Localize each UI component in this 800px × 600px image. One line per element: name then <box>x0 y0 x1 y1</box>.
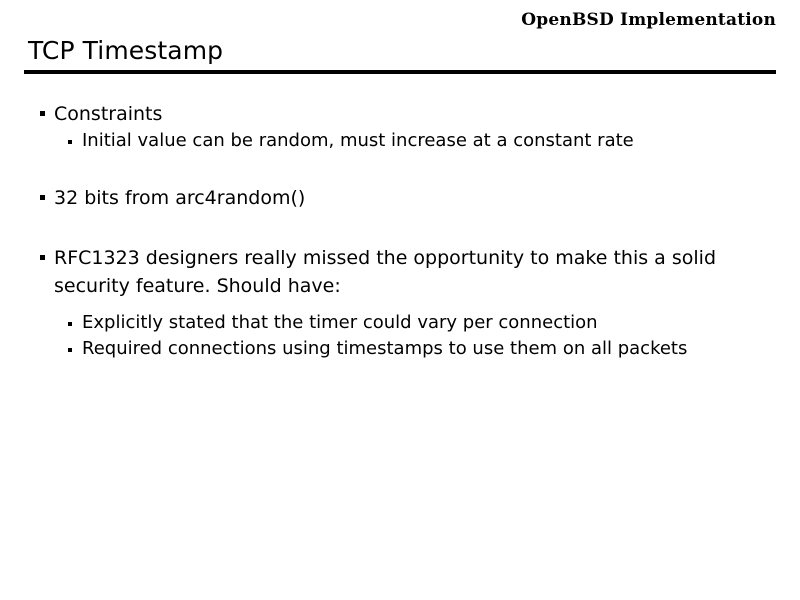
page-title: TCP Timestamp <box>28 36 224 65</box>
slide-body <box>40 100 770 362</box>
list-item <box>40 100 770 128</box>
list-item-label: Required connections using timestamps to use them on all packets <box>82 338 688 359</box>
spacer <box>40 300 770 310</box>
bullet-square-icon <box>68 310 82 326</box>
spacer <box>40 154 770 184</box>
list-item <box>68 128 770 154</box>
bullet-square-icon <box>40 100 54 116</box>
list-item <box>68 310 770 336</box>
title-divider <box>24 70 776 74</box>
list-item-label: Initial value can be random, must increase at a constant rate <box>82 130 634 151</box>
list-item-label: RFC1323 designers really missed the opportunity to make this a solid security feature. Should have: <box>54 247 717 297</box>
bullet-square-icon <box>40 184 54 200</box>
list-item-label: Explicitly stated that the timer could vary per connection <box>82 312 598 333</box>
list-item <box>40 244 770 300</box>
bullet-square-icon <box>40 244 54 260</box>
list-item-label: Constraints <box>54 103 163 125</box>
bullet-square-icon <box>68 128 82 144</box>
slide-header-label: OpenBSD Implementation <box>521 10 776 30</box>
bullet-square-icon <box>68 336 82 352</box>
list-item-label: 32 bits from arc4random() <box>54 187 306 209</box>
list-item <box>68 336 770 362</box>
spacer <box>40 212 770 244</box>
list-item <box>40 184 770 212</box>
